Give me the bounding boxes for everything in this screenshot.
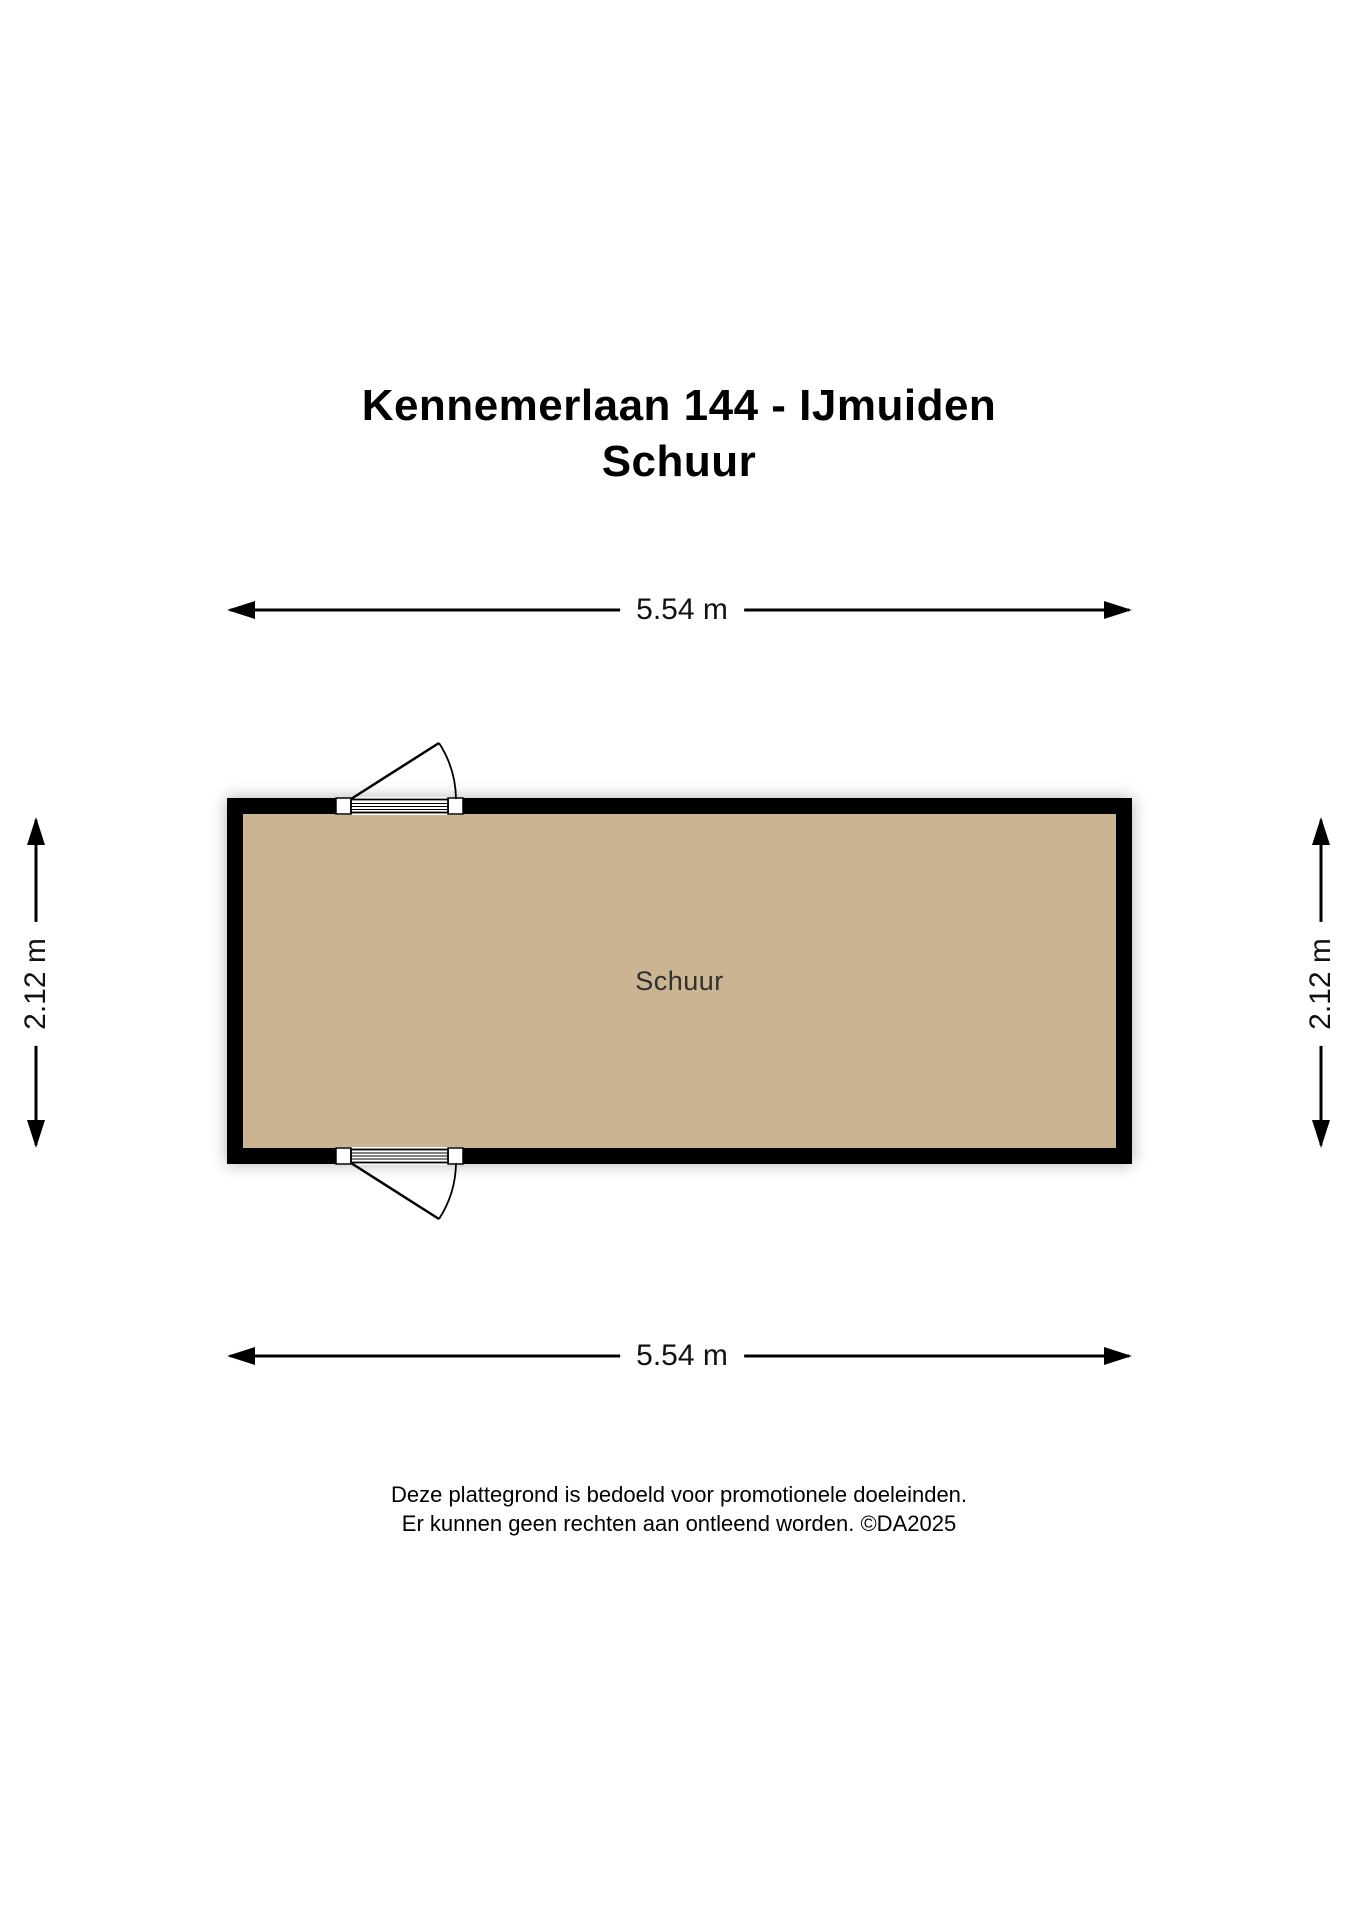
title-floor-name: Schuur [601, 437, 757, 486]
dimension-label-left: 2.12 m [19, 922, 53, 1046]
arrowhead-left [227, 601, 255, 619]
door-swing-arc [439, 1163, 456, 1219]
dimension-label-right: 2.12 m [1304, 922, 1338, 1046]
door-swing-arc [439, 743, 456, 799]
page-title [0, 378, 1358, 490]
disclaimer-line-1: Deze plattegrond is bedoeld voor promotionele doeleinden. [390, 1482, 968, 1507]
arrowhead-left [227, 1347, 255, 1365]
arrowhead-up [1312, 817, 1330, 845]
disclaimer [0, 1480, 1358, 1538]
arrowhead-up [27, 817, 45, 845]
arrowhead-right [1104, 601, 1132, 619]
arrowhead-right [1104, 1347, 1132, 1365]
door-leaf [351, 1163, 439, 1219]
dimension-label-top: 5.54 m [620, 593, 744, 627]
room-label: Schuur [635, 965, 724, 996]
door-leaf [351, 743, 439, 799]
dimension-label-bottom: 5.54 m [620, 1339, 744, 1373]
arrowhead-down [27, 1120, 45, 1148]
arrowhead-down [1312, 1120, 1330, 1148]
room-schuur [227, 798, 1132, 1164]
disclaimer-line-2: Er kunnen geen rechten aan ontleend worden. ©DA2025 [401, 1511, 957, 1536]
title-address: Kennemerlaan 144 - IJmuiden [361, 381, 997, 430]
room-floor [243, 814, 1116, 1148]
